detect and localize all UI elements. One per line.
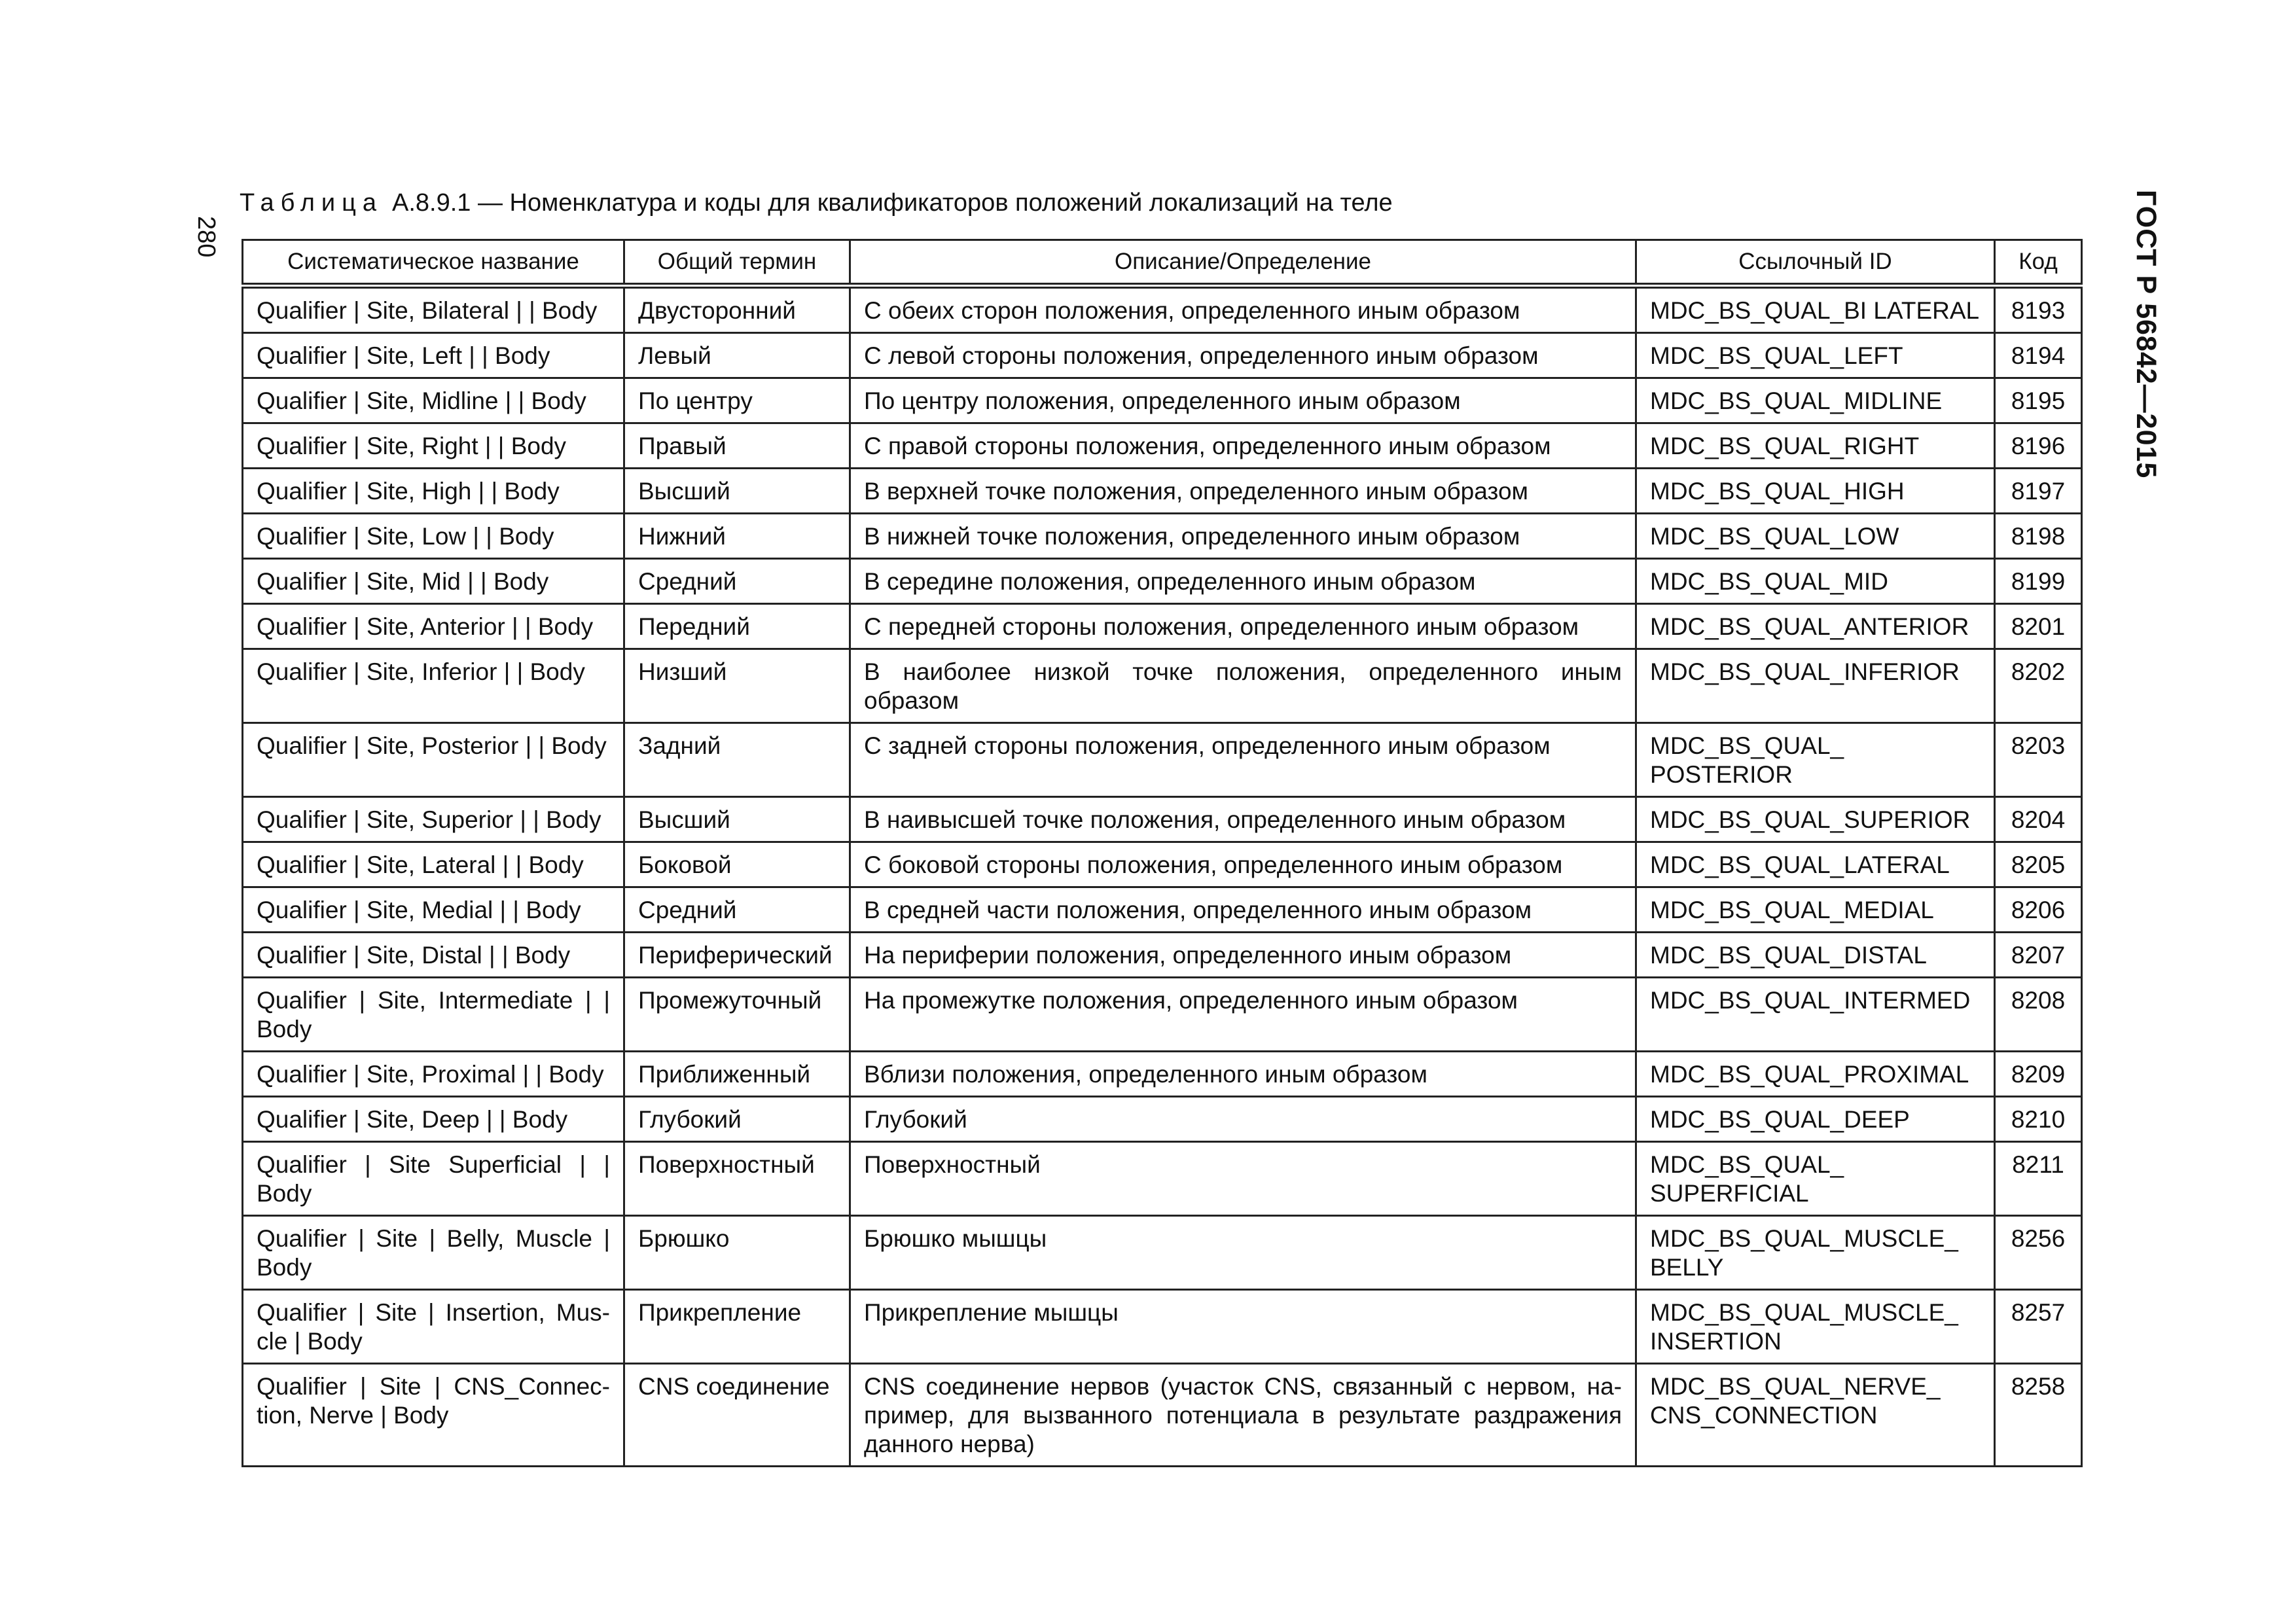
cell-code: 8198	[1995, 514, 2082, 559]
cell-description: Поверхностный	[850, 1142, 1636, 1216]
table-row	[243, 1290, 2082, 1364]
cell-systematic-name: Qualifier | Site, Low | | Body	[243, 514, 624, 559]
cell-common-term: Средний	[624, 559, 850, 604]
cell-common-term: Средний	[624, 887, 850, 933]
cell-description: В средней части положения, определенного иным образом	[850, 887, 1636, 933]
cell-reference-id: MDC_BS_QUAL_DEEP	[1636, 1097, 1995, 1142]
cell-systematic-name: Qualifier | Site, Lateral | | Body	[243, 842, 624, 887]
header-common-term: Общий термин	[624, 240, 850, 286]
table-row	[243, 423, 2082, 469]
cell-reference-id: MDC_BS_QUAL_INTERMED	[1636, 978, 1995, 1052]
cell-code: 8256	[1995, 1216, 2082, 1290]
table-row	[243, 514, 2082, 559]
cell-systematic-name: Qualifier | Site, Anterior | | Body	[243, 604, 624, 649]
nomenclature-table	[242, 239, 2083, 1467]
cell-code: 8210	[1995, 1097, 2082, 1142]
cell-reference-id: MDC_BS_QUAL_LEFT	[1636, 333, 1995, 378]
cell-reference-id: MDC_BS_QUAL_SUPERIOR	[1636, 797, 1995, 842]
table-row	[243, 649, 2082, 723]
cell-reference-id: MDC_BS_QUAL_RIGHT	[1636, 423, 1995, 469]
cell-reference-id: MDC_BS_QUAL_MIDLINE	[1636, 378, 1995, 423]
table-body	[243, 286, 2082, 1467]
cell-common-term: Нижний	[624, 514, 850, 559]
header-systematic-name: Систематическое название	[243, 240, 624, 286]
cell-common-term: Двусторонний	[624, 286, 850, 333]
cell-common-term: Правый	[624, 423, 850, 469]
cell-reference-id: MDC_BS_QUAL_LATERAL	[1636, 842, 1995, 887]
cell-code: 8207	[1995, 933, 2082, 978]
header-description: Описание/Определение	[850, 240, 1636, 286]
cell-reference-id: MDC_BS_QUAL_HIGH	[1636, 469, 1995, 514]
table-header-row	[243, 240, 2082, 286]
cell-description: По центру положения, определенного иным образом	[850, 378, 1636, 423]
cell-reference-id: MDC_BS_QUAL_INFERIOR	[1636, 649, 1995, 723]
table-row	[243, 1216, 2082, 1290]
cell-description: В нижней точке положения, определенного иным образом	[850, 514, 1636, 559]
table-caption-label: Таблица	[240, 189, 383, 217]
table-caption	[240, 188, 1393, 219]
cell-description: С левой стороны положения, определенного иным образом	[850, 333, 1636, 378]
cell-systematic-name: Qualifier | Site | CNS_Connection, Nerve | Body	[243, 1364, 624, 1467]
cell-common-term: Периферический	[624, 933, 850, 978]
cell-description: Вблизи положения, определенного иным образом	[850, 1052, 1636, 1097]
table-row	[243, 286, 2082, 333]
table-row	[243, 978, 2082, 1052]
cell-reference-id: MDC_BS_QUAL_PROXIMAL	[1636, 1052, 1995, 1097]
cell-code: 8195	[1995, 378, 2082, 423]
cell-systematic-name: Qualifier | Site Superficial | | Body	[243, 1142, 624, 1216]
table-row	[243, 469, 2082, 514]
cell-reference-id: MDC_BS_QUAL_ANTERIOR	[1636, 604, 1995, 649]
cell-description: В середине положения, определенного иным образом	[850, 559, 1636, 604]
cell-systematic-name: Qualifier | Site, Posterior | | Body	[243, 723, 624, 797]
header-code: Код	[1995, 240, 2082, 286]
document-standard-header: ГОСТ Р 56842—2015	[2130, 190, 2162, 479]
cell-description: Глубокий	[850, 1097, 1636, 1142]
cell-code: 8258	[1995, 1364, 2082, 1467]
cell-description: В наивысшей точке положения, определенного иным образом	[850, 797, 1636, 842]
cell-common-term: Боковой	[624, 842, 850, 887]
cell-systematic-name: Qualifier | Site, Bilateral | | Body	[243, 286, 624, 333]
cell-systematic-name: Qualifier | Site, Right | | Body	[243, 423, 624, 469]
cell-common-term: Промежуточный	[624, 978, 850, 1052]
cell-systematic-name: Qualifier | Site, Left | | Body	[243, 333, 624, 378]
cell-code: 8203	[1995, 723, 2082, 797]
cell-code: 8202	[1995, 649, 2082, 723]
cell-description: CNS соединение нервов (участок CNS, связанный с нервом, например, для вызванного потенциала в результате раздражения данного нерва)	[850, 1364, 1636, 1467]
cell-description: С задней стороны положения, определенного иным образом	[850, 723, 1636, 797]
cell-reference-id: MDC_BS_QUAL_ SUPERFICIAL	[1636, 1142, 1995, 1216]
cell-code: 8199	[1995, 559, 2082, 604]
cell-description: С боковой стороны положения, определенного иным образом	[850, 842, 1636, 887]
cell-common-term: Низший	[624, 649, 850, 723]
cell-code: 8205	[1995, 842, 2082, 887]
cell-code: 8197	[1995, 469, 2082, 514]
cell-code: 8194	[1995, 333, 2082, 378]
cell-description: Прикрепление мышцы	[850, 1290, 1636, 1364]
cell-common-term: Приближенный	[624, 1052, 850, 1097]
cell-common-term: По центру	[624, 378, 850, 423]
cell-common-term: Поверхностный	[624, 1142, 850, 1216]
page-number: 280	[192, 216, 220, 258]
table-caption-text: А.8.9.1 — Номенклатура и коды для квалификаторов положений локализаций на теле	[392, 189, 1393, 217]
cell-systematic-name: Qualifier | Site, Midline | | Body	[243, 378, 624, 423]
cell-code: 8211	[1995, 1142, 2082, 1216]
table-row	[243, 842, 2082, 887]
header-reference-id: Ссылочный ID	[1636, 240, 1995, 286]
cell-systematic-name: Qualifier | Site, Mid | | Body	[243, 559, 624, 604]
cell-code: 8257	[1995, 1290, 2082, 1364]
cell-common-term: Передний	[624, 604, 850, 649]
cell-systematic-name: Qualifier | Site, Intermediate | | Body	[243, 978, 624, 1052]
cell-code: 8196	[1995, 423, 2082, 469]
cell-code: 8206	[1995, 887, 2082, 933]
cell-systematic-name: Qualifier | Site | Insertion, Muscle | Body	[243, 1290, 624, 1364]
cell-description: В наиболее низкой точке положения, определенного иным образом	[850, 649, 1636, 723]
table-row	[243, 559, 2082, 604]
cell-common-term: Прикрепление	[624, 1290, 850, 1364]
cell-reference-id: MDC_BS_QUAL_BI LATERAL	[1636, 286, 1995, 333]
cell-systematic-name: Qualifier | Site, Inferior | | Body	[243, 649, 624, 723]
cell-reference-id: MDC_BS_QUAL_LOW	[1636, 514, 1995, 559]
cell-common-term: Высший	[624, 469, 850, 514]
cell-reference-id: MDC_BS_QUAL_MUSCLE_ INSERTION	[1636, 1290, 1995, 1364]
cell-systematic-name: Qualifier | Site, Deep | | Body	[243, 1097, 624, 1142]
cell-description: На промежутке положения, определенного иным образом	[850, 978, 1636, 1052]
cell-code: 8209	[1995, 1052, 2082, 1097]
cell-description: На периферии положения, определенного иным образом	[850, 933, 1636, 978]
cell-description: С правой стороны положения, определенного иным образом	[850, 423, 1636, 469]
cell-reference-id: MDC_BS_QUAL_ POSTERIOR	[1636, 723, 1995, 797]
table-row	[243, 933, 2082, 978]
table-row	[243, 887, 2082, 933]
table-row	[243, 1142, 2082, 1216]
cell-common-term: Левый	[624, 333, 850, 378]
cell-common-term: Задний	[624, 723, 850, 797]
cell-code: 8193	[1995, 286, 2082, 333]
cell-description: С передней стороны положения, определенного иным образом	[850, 604, 1636, 649]
table-row	[243, 723, 2082, 797]
table-row	[243, 378, 2082, 423]
table-row	[243, 333, 2082, 378]
cell-systematic-name: Qualifier | Site | Belly, Muscle | Body	[243, 1216, 624, 1290]
table-row	[243, 604, 2082, 649]
cell-reference-id: MDC_BS_QUAL_MID	[1636, 559, 1995, 604]
cell-systematic-name: Qualifier | Site, Superior | | Body	[243, 797, 624, 842]
cell-reference-id: MDC_BS_QUAL_DISTAL	[1636, 933, 1995, 978]
cell-reference-id: MDC_BS_QUAL_NERVE_ CNS_CONNECTION	[1636, 1364, 1995, 1467]
cell-systematic-name: Qualifier | Site, Medial | | Body	[243, 887, 624, 933]
cell-common-term: Брюшко	[624, 1216, 850, 1290]
cell-description: Брюшко мышцы	[850, 1216, 1636, 1290]
cell-systematic-name: Qualifier | Site, Distal | | Body	[243, 933, 624, 978]
cell-common-term: Глубокий	[624, 1097, 850, 1142]
cell-reference-id: MDC_BS_QUAL_MUSCLE_ BELLY	[1636, 1216, 1995, 1290]
table-row	[243, 1052, 2082, 1097]
table-row	[243, 1097, 2082, 1142]
cell-code: 8204	[1995, 797, 2082, 842]
cell-common-term: CNS соединение	[624, 1364, 850, 1467]
cell-description: В верхней точке положения, определенного иным образом	[850, 469, 1636, 514]
cell-common-term: Высший	[624, 797, 850, 842]
cell-reference-id: MDC_BS_QUAL_MEDIAL	[1636, 887, 1995, 933]
cell-systematic-name: Qualifier | Site, High | | Body	[243, 469, 624, 514]
cell-description: С обеих сторон положения, определенного иным образом	[850, 286, 1636, 333]
cell-code: 8201	[1995, 604, 2082, 649]
cell-code: 8208	[1995, 978, 2082, 1052]
table-row	[243, 797, 2082, 842]
table-row	[243, 1364, 2082, 1467]
cell-systematic-name: Qualifier | Site, Proximal | | Body	[243, 1052, 624, 1097]
